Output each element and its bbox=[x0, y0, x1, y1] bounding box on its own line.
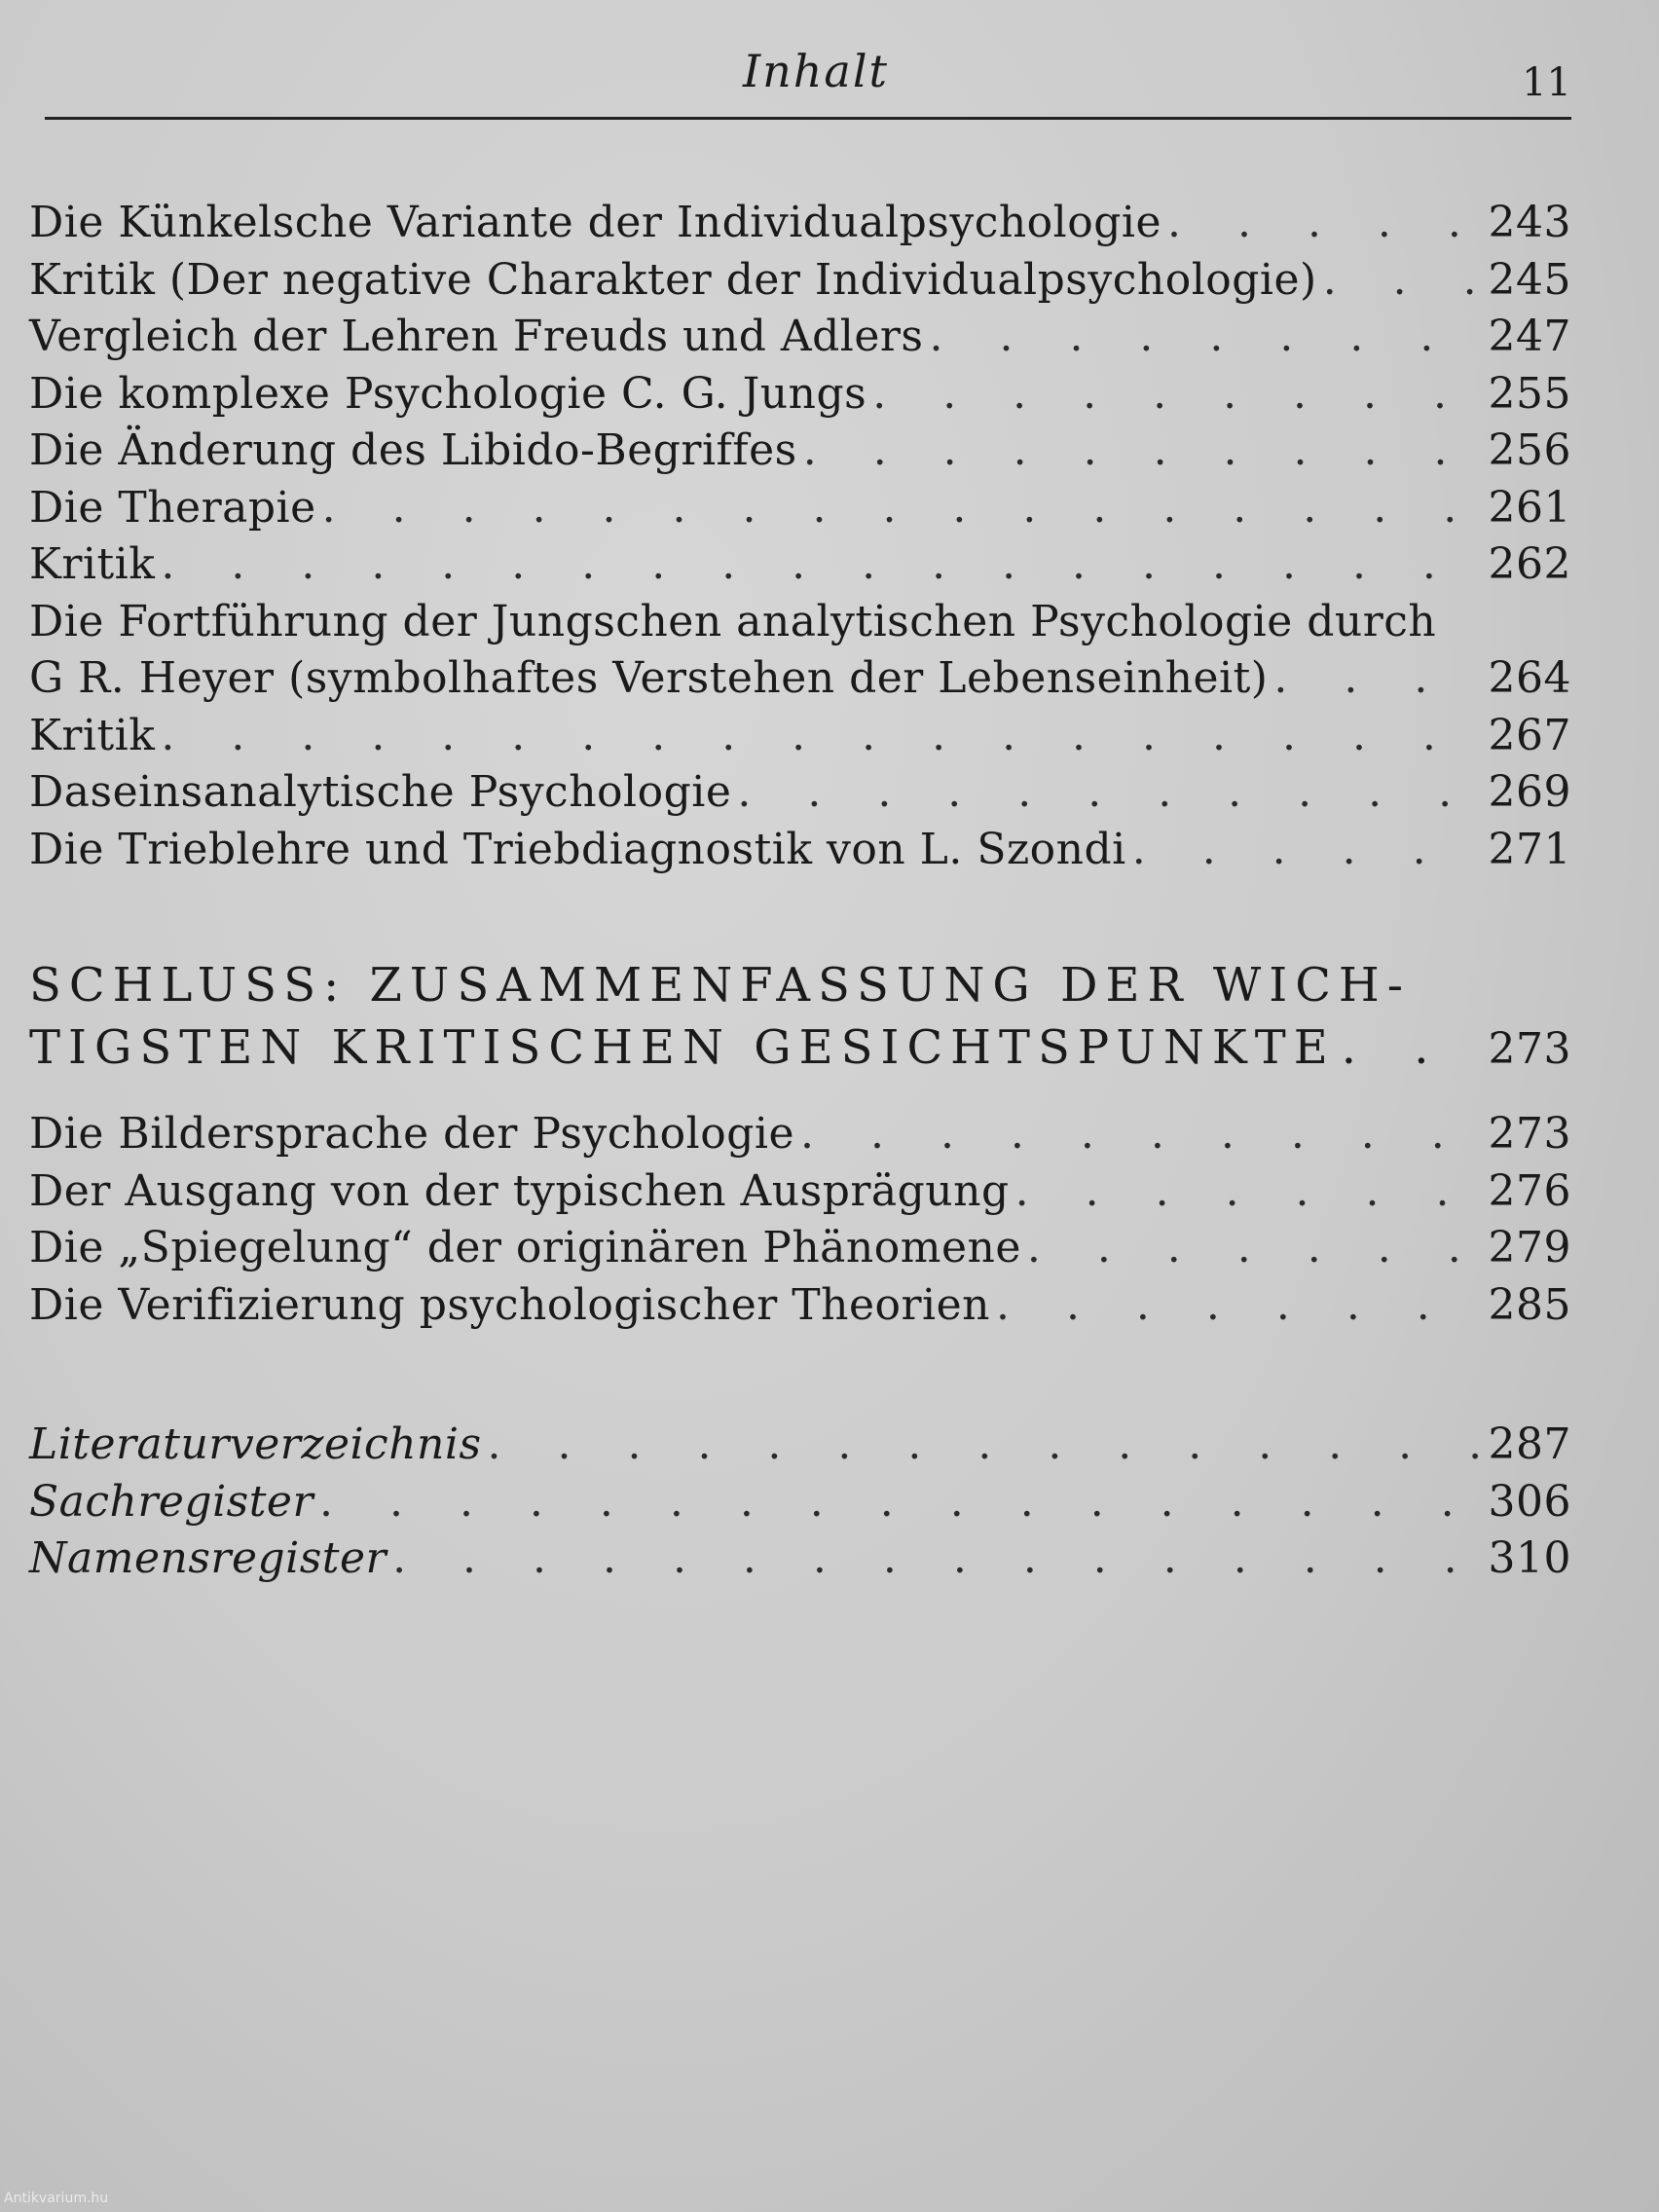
dot-leader bbox=[1027, 1220, 1478, 1277]
toc-entry-page: 243 bbox=[1488, 198, 1571, 247]
dot-leader bbox=[872, 366, 1478, 424]
toc-section-1 bbox=[29, 195, 1571, 878]
toc-entry-title: Literaturverzeichnis bbox=[29, 1419, 482, 1469]
chapter-title-line-1: SCHLUSS: ZUSAMMENFASSUNG DER WICH- bbox=[29, 958, 1412, 1013]
toc-entry-title: Die Bildersprache der Psychologie bbox=[29, 1109, 795, 1159]
toc-entry-page: 247 bbox=[1488, 312, 1571, 361]
toc-entry bbox=[29, 1474, 1571, 1531]
toc-entry-title: Kritik bbox=[29, 710, 156, 760]
toc-entry bbox=[29, 1417, 1571, 1474]
watermark: Antikvarium.hu bbox=[4, 2191, 109, 2206]
toc-entry-title: Die komplexe Psychologie C. G. Jungs bbox=[29, 368, 867, 419]
toc-entry bbox=[29, 822, 1571, 879]
toc-entry bbox=[29, 195, 1571, 252]
chapter-page: 273 bbox=[1488, 1024, 1571, 1074]
dot-leader bbox=[1015, 1163, 1478, 1221]
header-rule bbox=[45, 117, 1571, 120]
chapter-heading bbox=[29, 954, 1571, 1079]
toc-entry-page: 262 bbox=[1488, 539, 1571, 589]
toc-appendix bbox=[29, 1417, 1571, 1588]
dot-leader bbox=[488, 1417, 1478, 1474]
dot-leader bbox=[161, 536, 1478, 594]
dot-leader bbox=[1342, 1016, 1482, 1079]
page-number: 11 bbox=[1522, 60, 1571, 105]
dot-leader bbox=[1273, 650, 1478, 708]
chapter-heading-line-2 bbox=[29, 1016, 1571, 1079]
toc-entry-title: Kritik (Der negative Charakter der Individualpsychologie) bbox=[29, 254, 1317, 305]
toc-entry-title: Die Verifizierung psychologischer Theorien bbox=[29, 1279, 990, 1330]
toc-entry-page: 287 bbox=[1488, 1419, 1571, 1469]
dot-leader bbox=[930, 309, 1478, 366]
toc-entry-page: 261 bbox=[1488, 482, 1571, 533]
toc-entry-page: 264 bbox=[1488, 653, 1571, 703]
toc-entry-page: 269 bbox=[1488, 767, 1571, 817]
toc-entry-page: 245 bbox=[1488, 254, 1571, 305]
dot-leader bbox=[803, 423, 1478, 480]
toc-entry-page: 256 bbox=[1488, 425, 1571, 475]
toc-entry bbox=[29, 650, 1571, 708]
toc-entry-title: Die Trieblehre und Triebdiagnostik von L. Szondi bbox=[29, 824, 1126, 874]
toc-entry bbox=[29, 1163, 1571, 1221]
toc-entry-page: 273 bbox=[1488, 1109, 1571, 1159]
toc-entry-title: Der Ausgang von der typischen Ausprägung bbox=[29, 1165, 1010, 1216]
toc-entry-page: 271 bbox=[1488, 824, 1571, 874]
toc-entry-page: 306 bbox=[1488, 1476, 1571, 1527]
dot-leader bbox=[319, 1474, 1478, 1531]
toc-entry-title: Die Therapie bbox=[29, 482, 316, 533]
toc-entry-title: Kritik bbox=[29, 539, 156, 589]
toc-entry bbox=[29, 480, 1571, 537]
toc-entry bbox=[29, 1220, 1571, 1277]
toc-entry bbox=[29, 536, 1571, 594]
chapter-heading-line-1 bbox=[29, 954, 1571, 1016]
dot-leader bbox=[322, 480, 1478, 537]
toc-entry bbox=[29, 366, 1571, 424]
dot-leader bbox=[737, 764, 1478, 822]
toc-entry-page: 276 bbox=[1488, 1165, 1571, 1216]
toc-entry-continued bbox=[29, 594, 1571, 651]
toc-entry-title: Die „Spiegelung“ der originären Phänomene bbox=[29, 1223, 1021, 1272]
toc-entry-title: Die Änderung des Libido-Begriffes bbox=[29, 425, 797, 475]
toc-entry-title: Die Künkelsche Variante der Individualpsychologie bbox=[29, 198, 1161, 247]
toc-entry-page: 267 bbox=[1488, 710, 1571, 760]
dot-leader bbox=[161, 708, 1478, 765]
toc-entry bbox=[29, 309, 1571, 366]
dot-leader bbox=[1167, 195, 1478, 252]
toc-entry bbox=[29, 1106, 1571, 1163]
toc-entry-title: Die Fortführung der Jungschen analytischen Psychologie durch bbox=[29, 596, 1437, 646]
toc-entry bbox=[29, 708, 1571, 765]
dot-leader bbox=[1323, 252, 1478, 310]
toc-entry bbox=[29, 1277, 1571, 1335]
dot-leader bbox=[996, 1277, 1478, 1335]
dot-leader bbox=[392, 1530, 1478, 1588]
chapter-title-line-2: TIGSTEN KRITISCHEN GESICHTSPUNKTE bbox=[29, 1020, 1336, 1075]
toc-entry-page: 279 bbox=[1488, 1223, 1571, 1272]
dot-leader bbox=[1132, 822, 1478, 879]
toc-entry-title: Daseinsanalytische Psychologie bbox=[29, 767, 732, 817]
toc-entry-page: 255 bbox=[1488, 368, 1571, 419]
running-head bbox=[45, 39, 1571, 127]
toc-entry bbox=[29, 1530, 1571, 1588]
running-head-title: Inhalt bbox=[742, 45, 890, 97]
toc-entry-page: 285 bbox=[1488, 1279, 1571, 1330]
toc-entry-title: Sachregister bbox=[29, 1476, 313, 1527]
toc-entry bbox=[29, 423, 1571, 480]
dot-leader bbox=[800, 1106, 1478, 1163]
toc-entry-page: 310 bbox=[1488, 1533, 1571, 1583]
toc-entry-title: Vergleich der Lehren Freuds und Adlers bbox=[29, 312, 924, 361]
toc-entry-title: G R. Heyer (symbolhaftes Verstehen der Lebenseinheit) bbox=[29, 653, 1269, 703]
toc-entry-title: Namensregister bbox=[29, 1533, 387, 1583]
toc-section-2 bbox=[29, 1106, 1571, 1334]
toc-entry bbox=[29, 764, 1571, 822]
toc-entry bbox=[29, 252, 1571, 310]
